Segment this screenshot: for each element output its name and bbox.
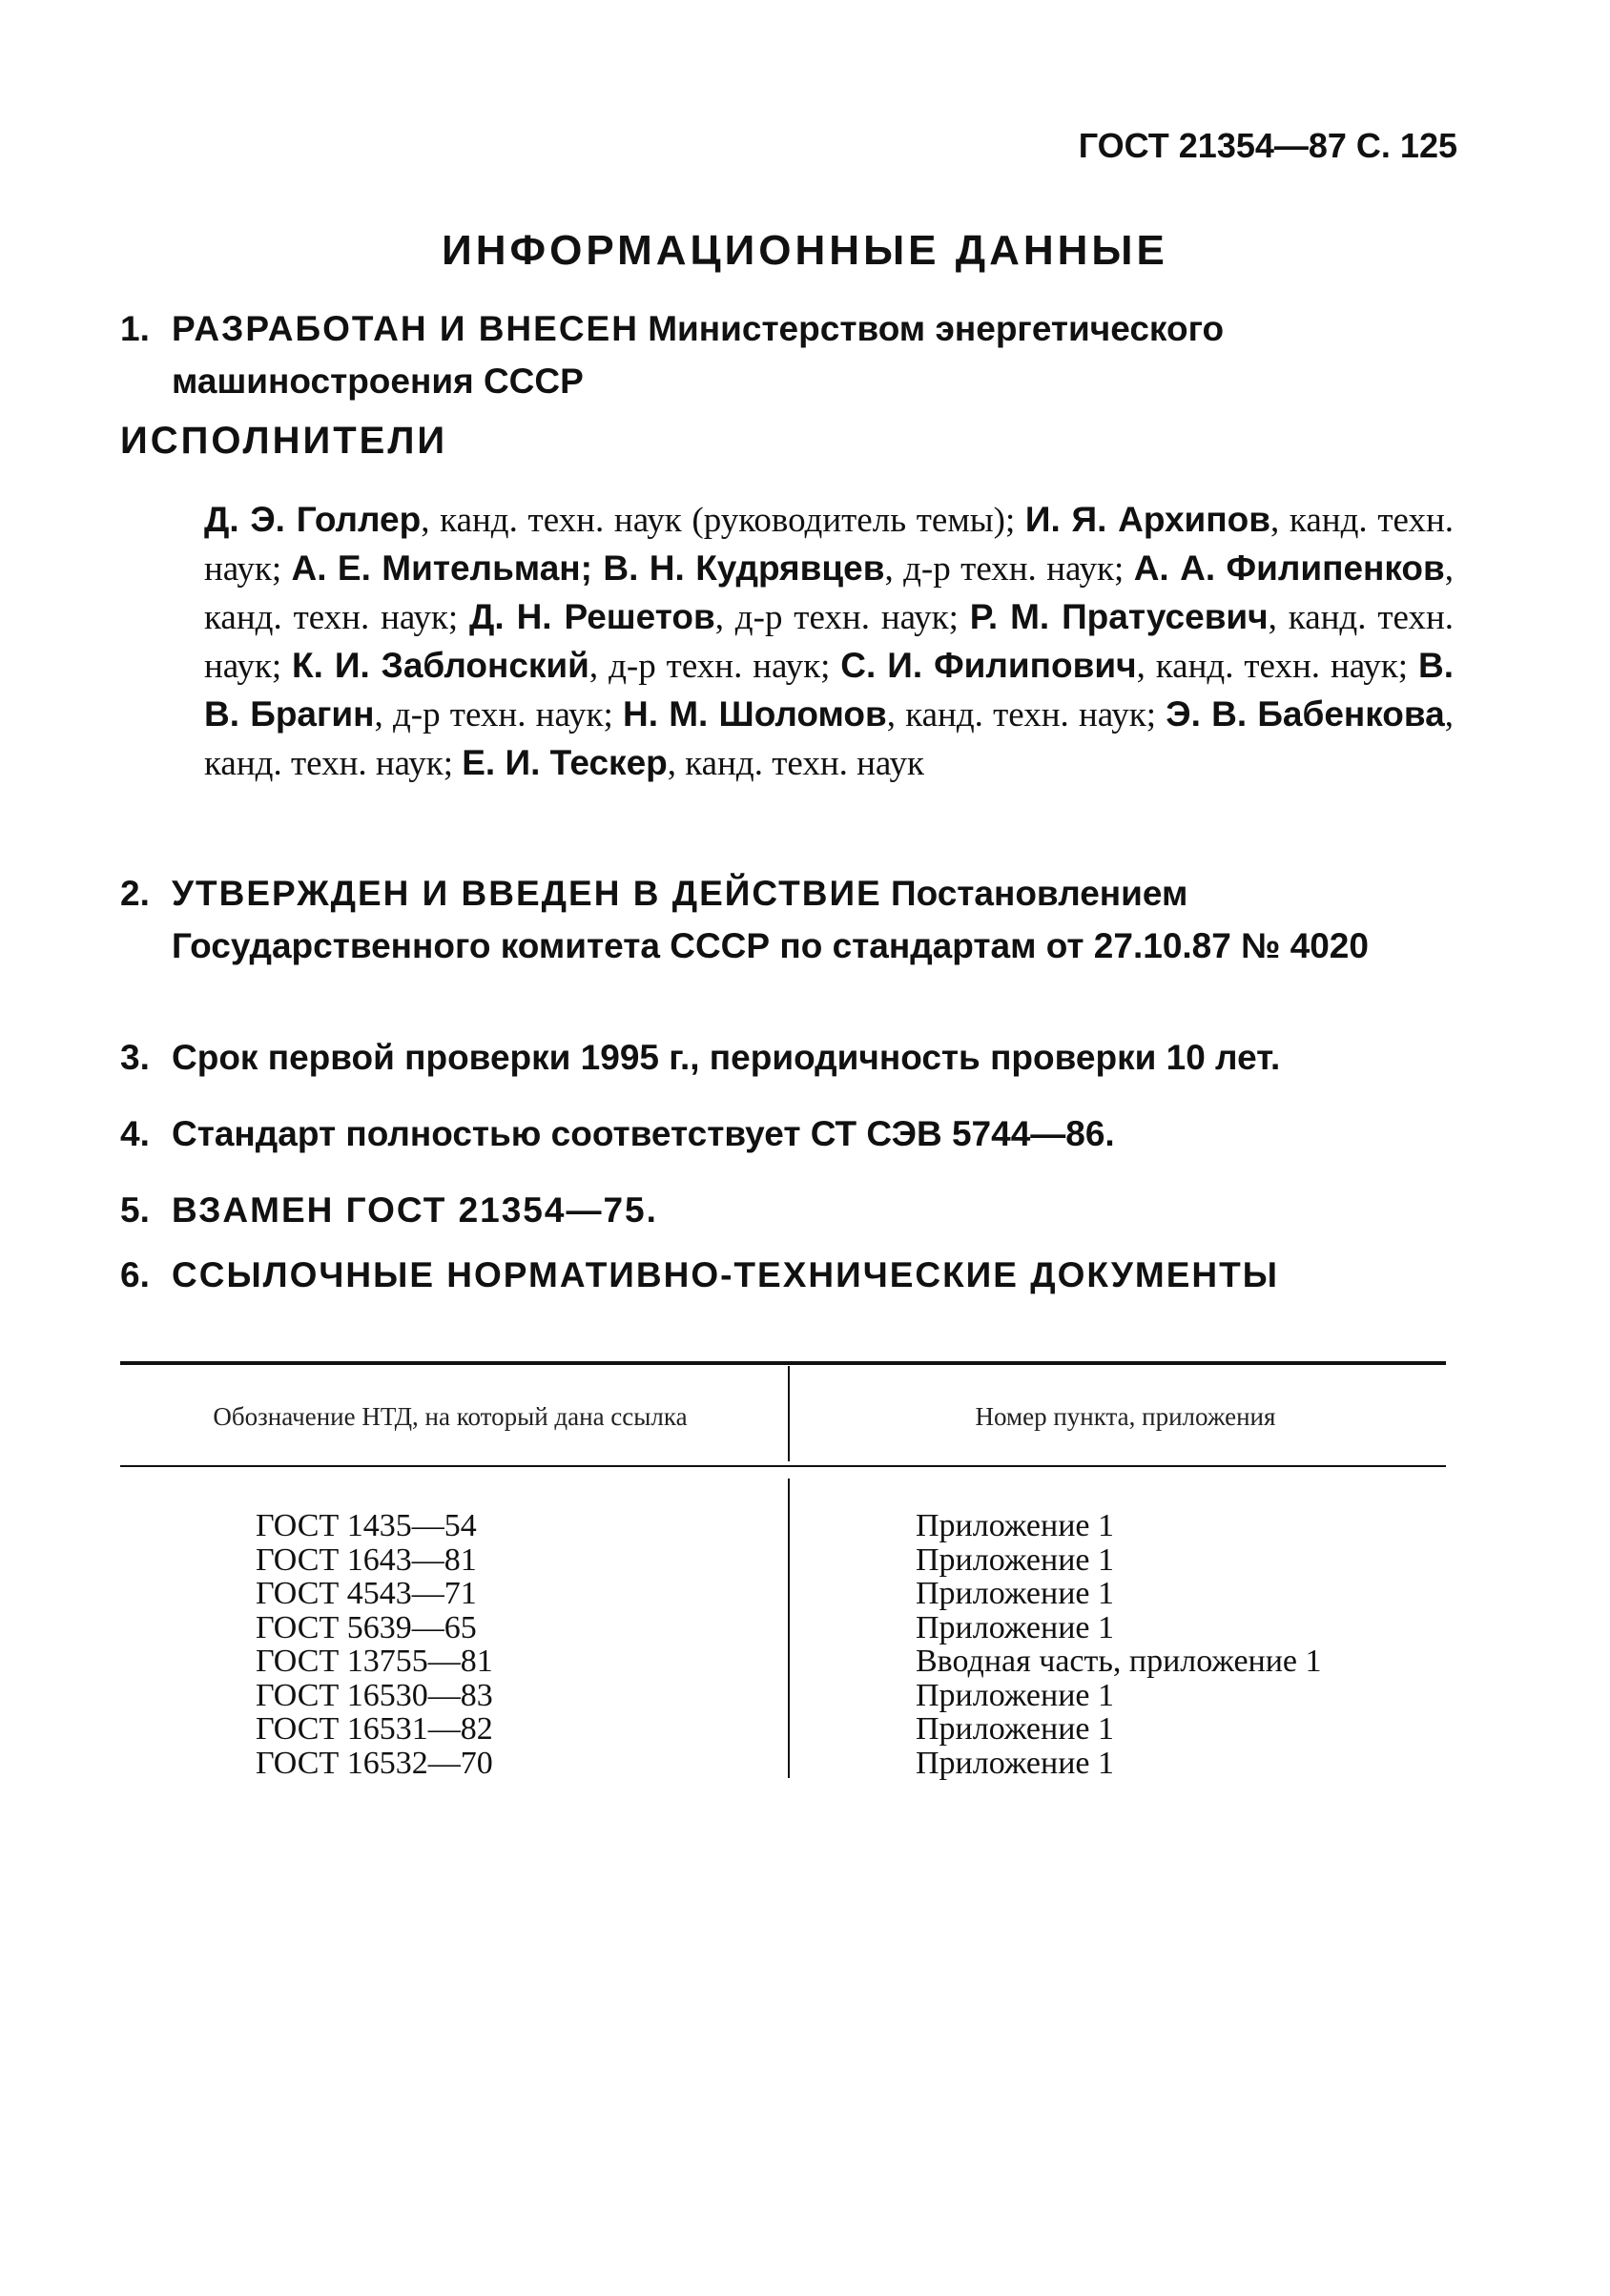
performer-name: С. И. Филипович [840,646,1137,685]
table-column-divider [788,1479,790,1778]
section-lead: УТВЕРЖДЕН И ВВЕДЕН В ДЕЙСТВИЕ [172,874,882,913]
table-cell-clause: Приложение 1 [916,1609,1114,1645]
table-cell-clause: Приложение 1 [916,1541,1114,1578]
table-cell-clause: Приложение 1 [916,1677,1114,1713]
section-number: 5. [120,1190,150,1230]
table-cell-clause: Приложение 1 [916,1508,1114,1543]
table-cell-clause: Приложение 1 [916,1711,1114,1747]
performer-name: В. Н. Кудрявцев [603,548,885,588]
performer-degree: , канд. техн. наук; [204,501,1454,589]
performer-degree: , канд. техн. наук; [1136,647,1418,686]
performer-name: К. И. Заблонский [292,646,589,685]
table-cell-designation: ГОСТ 13755—81 [256,1644,493,1679]
performers-heading: ИСПОЛНИТЕЛИ [120,420,448,462]
section-3 [120,1032,1455,1084]
section-text: Министерством энергетического машиностроения СССР [172,309,1225,401]
performer-name: Н. М. Шоломов [622,694,887,734]
table-column-clauses [916,1509,1322,1780]
performer-name: Д. Н. Решетов [469,597,715,636]
performer-degree: , канд. техн. наук; [886,695,1166,734]
performer-name: В. В. Брагин [204,646,1454,734]
page-title: ИНФОРМАЦИОННЫЕ ДАННЫЕ [442,227,1168,274]
performer-degree: , канд. техн. наук; [204,695,1454,783]
performer-name: Р. М. Пратусевич [969,597,1269,636]
section-number: 3. [120,1038,150,1077]
table-cell-clause: Приложение 1 [916,1745,1114,1781]
table-cell-designation: ГОСТ 1435—54 [256,1508,477,1543]
performer-degree: , канд. техн. наук; [204,549,1455,637]
performer-name: А. А. Филипенков [1133,548,1445,588]
performers-list [204,496,1454,788]
section-number: 6. [120,1255,150,1294]
performer-degree: , д-р техн. наук; [588,647,841,686]
performer-name: Д. Э. Голлер [204,500,422,539]
performer-name: Э. В. Бабенкова [1166,694,1445,734]
table-cell-clause: Приложение 1 [916,1576,1114,1611]
table-cell-designation: ГОСТ 5639—65 [256,1609,477,1645]
table-cell-designation: ГОСТ 16532—70 [256,1745,493,1781]
table-top-rule [120,1361,1446,1365]
performer-degree: , канд. техн. наук [667,744,924,783]
performer-degree: , д-р техн. наук; [714,598,970,637]
section-1 [120,303,1455,408]
section-lead: РАЗРАБОТАН И ВНЕСЕН [172,309,639,348]
section-5 [120,1185,1455,1236]
table-cell-designation: ГОСТ 16531—82 [256,1711,493,1747]
performer-name: И. Я. Архипов [1024,500,1270,539]
performer-name: Е. И. Тескер [462,743,668,782]
section-2 [120,868,1455,973]
table-header-clause: Номер пункта, приложения [975,1402,1276,1431]
section-text: Срок первой проверки 1995 г., периодичность проверки 10 лет. [172,1038,1281,1077]
table-cell-designation: ГОСТ 4543—71 [256,1576,477,1611]
performer-degree: , канд. техн. наук (руководитель темы); [421,501,1025,540]
section-number: 4. [120,1114,150,1153]
performer-degree: , д-р техн. наук; [884,549,1134,589]
table-header-rule [120,1465,1446,1467]
section-number: 2. [120,874,150,913]
table-column-divider [788,1366,790,1461]
table-header-designation: Обозначение НТД, на который дана ссылка [213,1402,688,1431]
section-lead: ВЗАМЕН ГОСТ 21354—75. [172,1190,658,1230]
table-cell-clause: Вводная часть, приложение 1 [916,1644,1322,1679]
performer-degree: , канд. техн. наук; [204,598,1455,686]
section-6 [120,1250,1455,1301]
section-text: Постановлением Государственного комитета СССР по стандартам от 27.10.87 № 4020 [172,874,1369,965]
performer-degree: , д-р техн. наук; [374,695,623,734]
running-head: ГОСТ 21354—87 С. 125 [1078,126,1457,165]
section-text: Стандарт полностью соответствует СТ СЭВ 5744—86. [172,1114,1115,1153]
section-4 [120,1108,1455,1160]
table-cell-designation: ГОСТ 16530—83 [256,1677,493,1713]
section-lead: ССЫЛОЧНЫЕ НОРМАТИВНО-ТЕХНИЧЕСКИЕ ДОКУМЕНТЫ [172,1255,1279,1294]
table-cell-designation: ГОСТ 1643—81 [256,1541,477,1578]
table-column-designations [256,1509,493,1780]
section-number: 1. [120,309,150,348]
performer-name: А. Е. Мительман; [291,548,604,588]
